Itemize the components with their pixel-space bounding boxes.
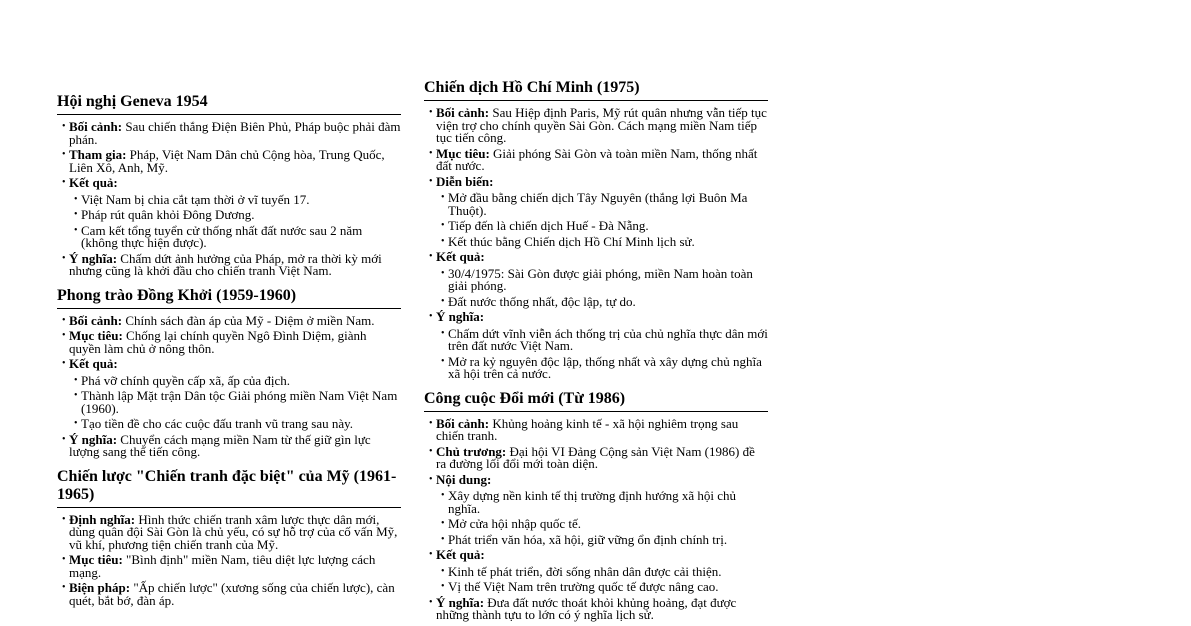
sub-list-item: • Phát triển văn hóa, xã hội, giữ vững ổn định chính trị. bbox=[436, 534, 768, 547]
item-text: Giải phóng Sài Gòn và toàn miền Nam, thống nhất đất nước. bbox=[436, 145, 758, 173]
item-label: Tham gia: bbox=[69, 147, 127, 162]
item-label: Mục tiêu: bbox=[69, 552, 123, 567]
sub-list bbox=[436, 324, 768, 381]
list-item bbox=[57, 554, 401, 579]
item-label: Mục tiêu: bbox=[436, 145, 490, 161]
list-item bbox=[424, 107, 768, 145]
item-text: Chuyển cách mạng miền Nam từ thế giữ gìn lực lượng sang thế tiến công. bbox=[69, 431, 371, 459]
item-label: Diễn biến: bbox=[436, 173, 494, 189]
list-item bbox=[424, 415, 768, 443]
section bbox=[57, 468, 401, 608]
item-text: Khủng hoảng kinh tế - xã hội nghiêm trọng sau chiến tranh. bbox=[436, 415, 739, 443]
section-title: Phong trào Đồng Khởi (1959-1960) bbox=[57, 287, 401, 309]
item-text: Chính sách đàn áp của Mỹ - Diệm ở miền Nam. bbox=[122, 312, 375, 328]
sub-list-item: • Phá vỡ chính quyền cấp xã, ấp của địch. bbox=[69, 375, 401, 388]
sub-list bbox=[69, 190, 401, 250]
item-text: "Ấp chiến lược" (xương sống của chiến lược), càn quét, bắt bớ, đàn áp. bbox=[69, 580, 395, 608]
list-item bbox=[424, 311, 768, 381]
item-text: Chống lại chính quyền Ngô Đình Diệm, giành quyền làm chủ ở nông thôn. bbox=[69, 328, 367, 356]
item-label: Ý nghĩa: bbox=[69, 250, 118, 266]
sub-list-item: • Xây dựng nền kinh tế thị trường định hướng xã hội chủ nghĩa. bbox=[436, 490, 768, 515]
item-label: Bối cảnh: bbox=[436, 105, 490, 120]
list-item bbox=[424, 471, 768, 547]
item-label: Chủ trương: bbox=[436, 443, 507, 459]
item-text: Đại hội VI Đảng Cộng sản Việt Nam (1986) đề ra đường lối đổi mới toàn diện. bbox=[436, 443, 755, 471]
sub-list-item: • Tạo tiền đề cho các cuộc đấu tranh vũ trang sau này. bbox=[69, 418, 401, 431]
item-text: Hình thức chiến tranh xâm lược thực dân mới, dùng quân đội Sài Gòn là chủ yếu, có sự hỗ trợ của cố vấn Mỹ, vũ khí, phương tiện chiến tranh của Mỹ. bbox=[69, 511, 398, 552]
section-title: Chiến dịch Hồ Chí Minh (1975) bbox=[424, 79, 768, 101]
item-label: Mục tiêu: bbox=[69, 328, 123, 343]
item-label: Kết quả: bbox=[69, 175, 118, 190]
sub-list-item: • Chấm dứt vĩnh viễn ách thống trị của chủ nghĩa thực dân mới trên đất nước Việt Nam. bbox=[436, 328, 768, 353]
item-label: Kết quả: bbox=[436, 249, 485, 264]
sub-list-item: • Tiếp đến là chiến dịch Huế - Đà Nẵng. bbox=[436, 220, 768, 233]
item-text: Sau Hiệp định Paris, Mỹ rút quân nhưng vẫn tiếp tục viện trợ cho chính quyền Sài Gòn. Cách mạng miền Nam tiếp tục tiến công. bbox=[436, 105, 767, 145]
section-title: Chiến lược "Chiến tranh đặc biệt" của Mỹ (1961-1965) bbox=[57, 468, 401, 508]
list-item bbox=[57, 312, 401, 328]
sub-list bbox=[436, 562, 768, 594]
sub-list-item: • Mở cửa hội nhập quốc tế. bbox=[436, 518, 768, 531]
item-text: Sau chiến thắng Điện Biên Phủ, Pháp buộc phải đàm phán. bbox=[69, 119, 401, 147]
list-item bbox=[424, 594, 768, 622]
sub-list-item: • Cam kết tổng tuyển cử thống nhất đất nước sau 2 năm (không thực hiện được). bbox=[69, 225, 401, 250]
sub-list bbox=[436, 486, 768, 546]
list-item bbox=[424, 443, 768, 471]
item-text: "Bình định" miền Nam, tiêu diệt lực lượng cách mạng. bbox=[69, 552, 376, 580]
sub-list-item: • Kinh tế phát triển, đời sống nhân dân được cải thiện. bbox=[436, 566, 768, 579]
bullet-list bbox=[57, 508, 401, 608]
list-item bbox=[57, 149, 401, 174]
section bbox=[57, 287, 401, 459]
list-item bbox=[57, 431, 401, 459]
list-item bbox=[57, 330, 401, 355]
item-label: Bối cảnh: bbox=[69, 119, 123, 134]
list-item bbox=[424, 173, 768, 249]
sub-list-item: • Thành lập Mặt trận Dân tộc Giải phóng miền Nam Việt Nam (1960). bbox=[69, 390, 401, 415]
sub-list bbox=[69, 371, 401, 431]
list-item bbox=[424, 549, 768, 594]
item-label: Bối cảnh: bbox=[69, 312, 123, 328]
sub-list-item: • Mở đầu bằng chiến dịch Tây Nguyên (thắng lợi Buôn Ma Thuột). bbox=[436, 192, 768, 217]
item-label: Ý nghĩa: bbox=[436, 309, 485, 324]
section bbox=[424, 79, 768, 381]
sub-list-item: • Đất nước thống nhất, độc lập, tự do. bbox=[436, 296, 768, 309]
item-label: Kết quả: bbox=[69, 356, 118, 371]
sub-list-item: • Vị thế Việt Nam trên trường quốc tế được nâng cao. bbox=[436, 581, 768, 594]
item-text: Đưa đất nước thoát khỏi khủng hoảng, đạt được những thành tựu to lớn có ý nghĩa lịch sử. bbox=[436, 594, 737, 622]
item-text: Pháp, Việt Nam Dân chủ Cộng hòa, Trung Quốc, Liên Xô, Anh, Mỹ. bbox=[69, 147, 385, 175]
item-label: Ý nghĩa: bbox=[436, 594, 485, 610]
section-title: Công cuộc Đổi mới (Từ 1986) bbox=[424, 390, 768, 412]
item-label: Nội dung: bbox=[436, 471, 492, 487]
sub-list-item: • Kết thúc bằng Chiến dịch Hồ Chí Minh lịch sử. bbox=[436, 236, 768, 249]
list-item bbox=[57, 582, 401, 607]
sub-list-item: • Việt Nam bị chia cắt tạm thời ở vĩ tuyến 17. bbox=[69, 194, 401, 207]
section-title: Hội nghị Geneva 1954 bbox=[57, 93, 401, 115]
list-item bbox=[57, 358, 401, 431]
bullet-list bbox=[57, 115, 401, 278]
item-label: Bối cảnh: bbox=[436, 415, 490, 431]
item-label: Kết quả: bbox=[436, 547, 485, 562]
sub-list-item: • 30/4/1975: Sài Gòn được giải phóng, miền Nam hoàn toàn giải phóng. bbox=[436, 268, 768, 293]
item-label: Định nghĩa: bbox=[69, 511, 136, 527]
item-text: Chấm dứt ảnh hưởng của Pháp, mở ra thời kỳ mới nhưng cũng là khởi đầu cho chiến tranh Việt Nam. bbox=[69, 250, 382, 278]
list-item bbox=[57, 250, 401, 278]
sub-list-item: • Mở ra kỷ nguyên độc lập, thống nhất và xây dựng chủ nghĩa xã hội trên cả nước. bbox=[436, 356, 768, 381]
bullet-list bbox=[424, 412, 768, 622]
item-label: Ý nghĩa: bbox=[69, 431, 118, 447]
right-column bbox=[424, 79, 768, 625]
bullet-list bbox=[424, 101, 768, 381]
bullet-list bbox=[57, 309, 401, 459]
section bbox=[57, 93, 401, 278]
item-label: Biện pháp: bbox=[69, 580, 131, 595]
left-column bbox=[57, 93, 401, 610]
list-item bbox=[57, 121, 401, 146]
list-item bbox=[424, 145, 768, 173]
sub-list bbox=[436, 264, 768, 309]
section bbox=[424, 390, 768, 622]
list-item bbox=[57, 511, 401, 552]
list-item bbox=[424, 251, 768, 308]
sub-list-item: • Pháp rút quân khỏi Đông Dương. bbox=[69, 209, 401, 222]
sub-list bbox=[436, 188, 768, 248]
list-item bbox=[57, 177, 401, 250]
